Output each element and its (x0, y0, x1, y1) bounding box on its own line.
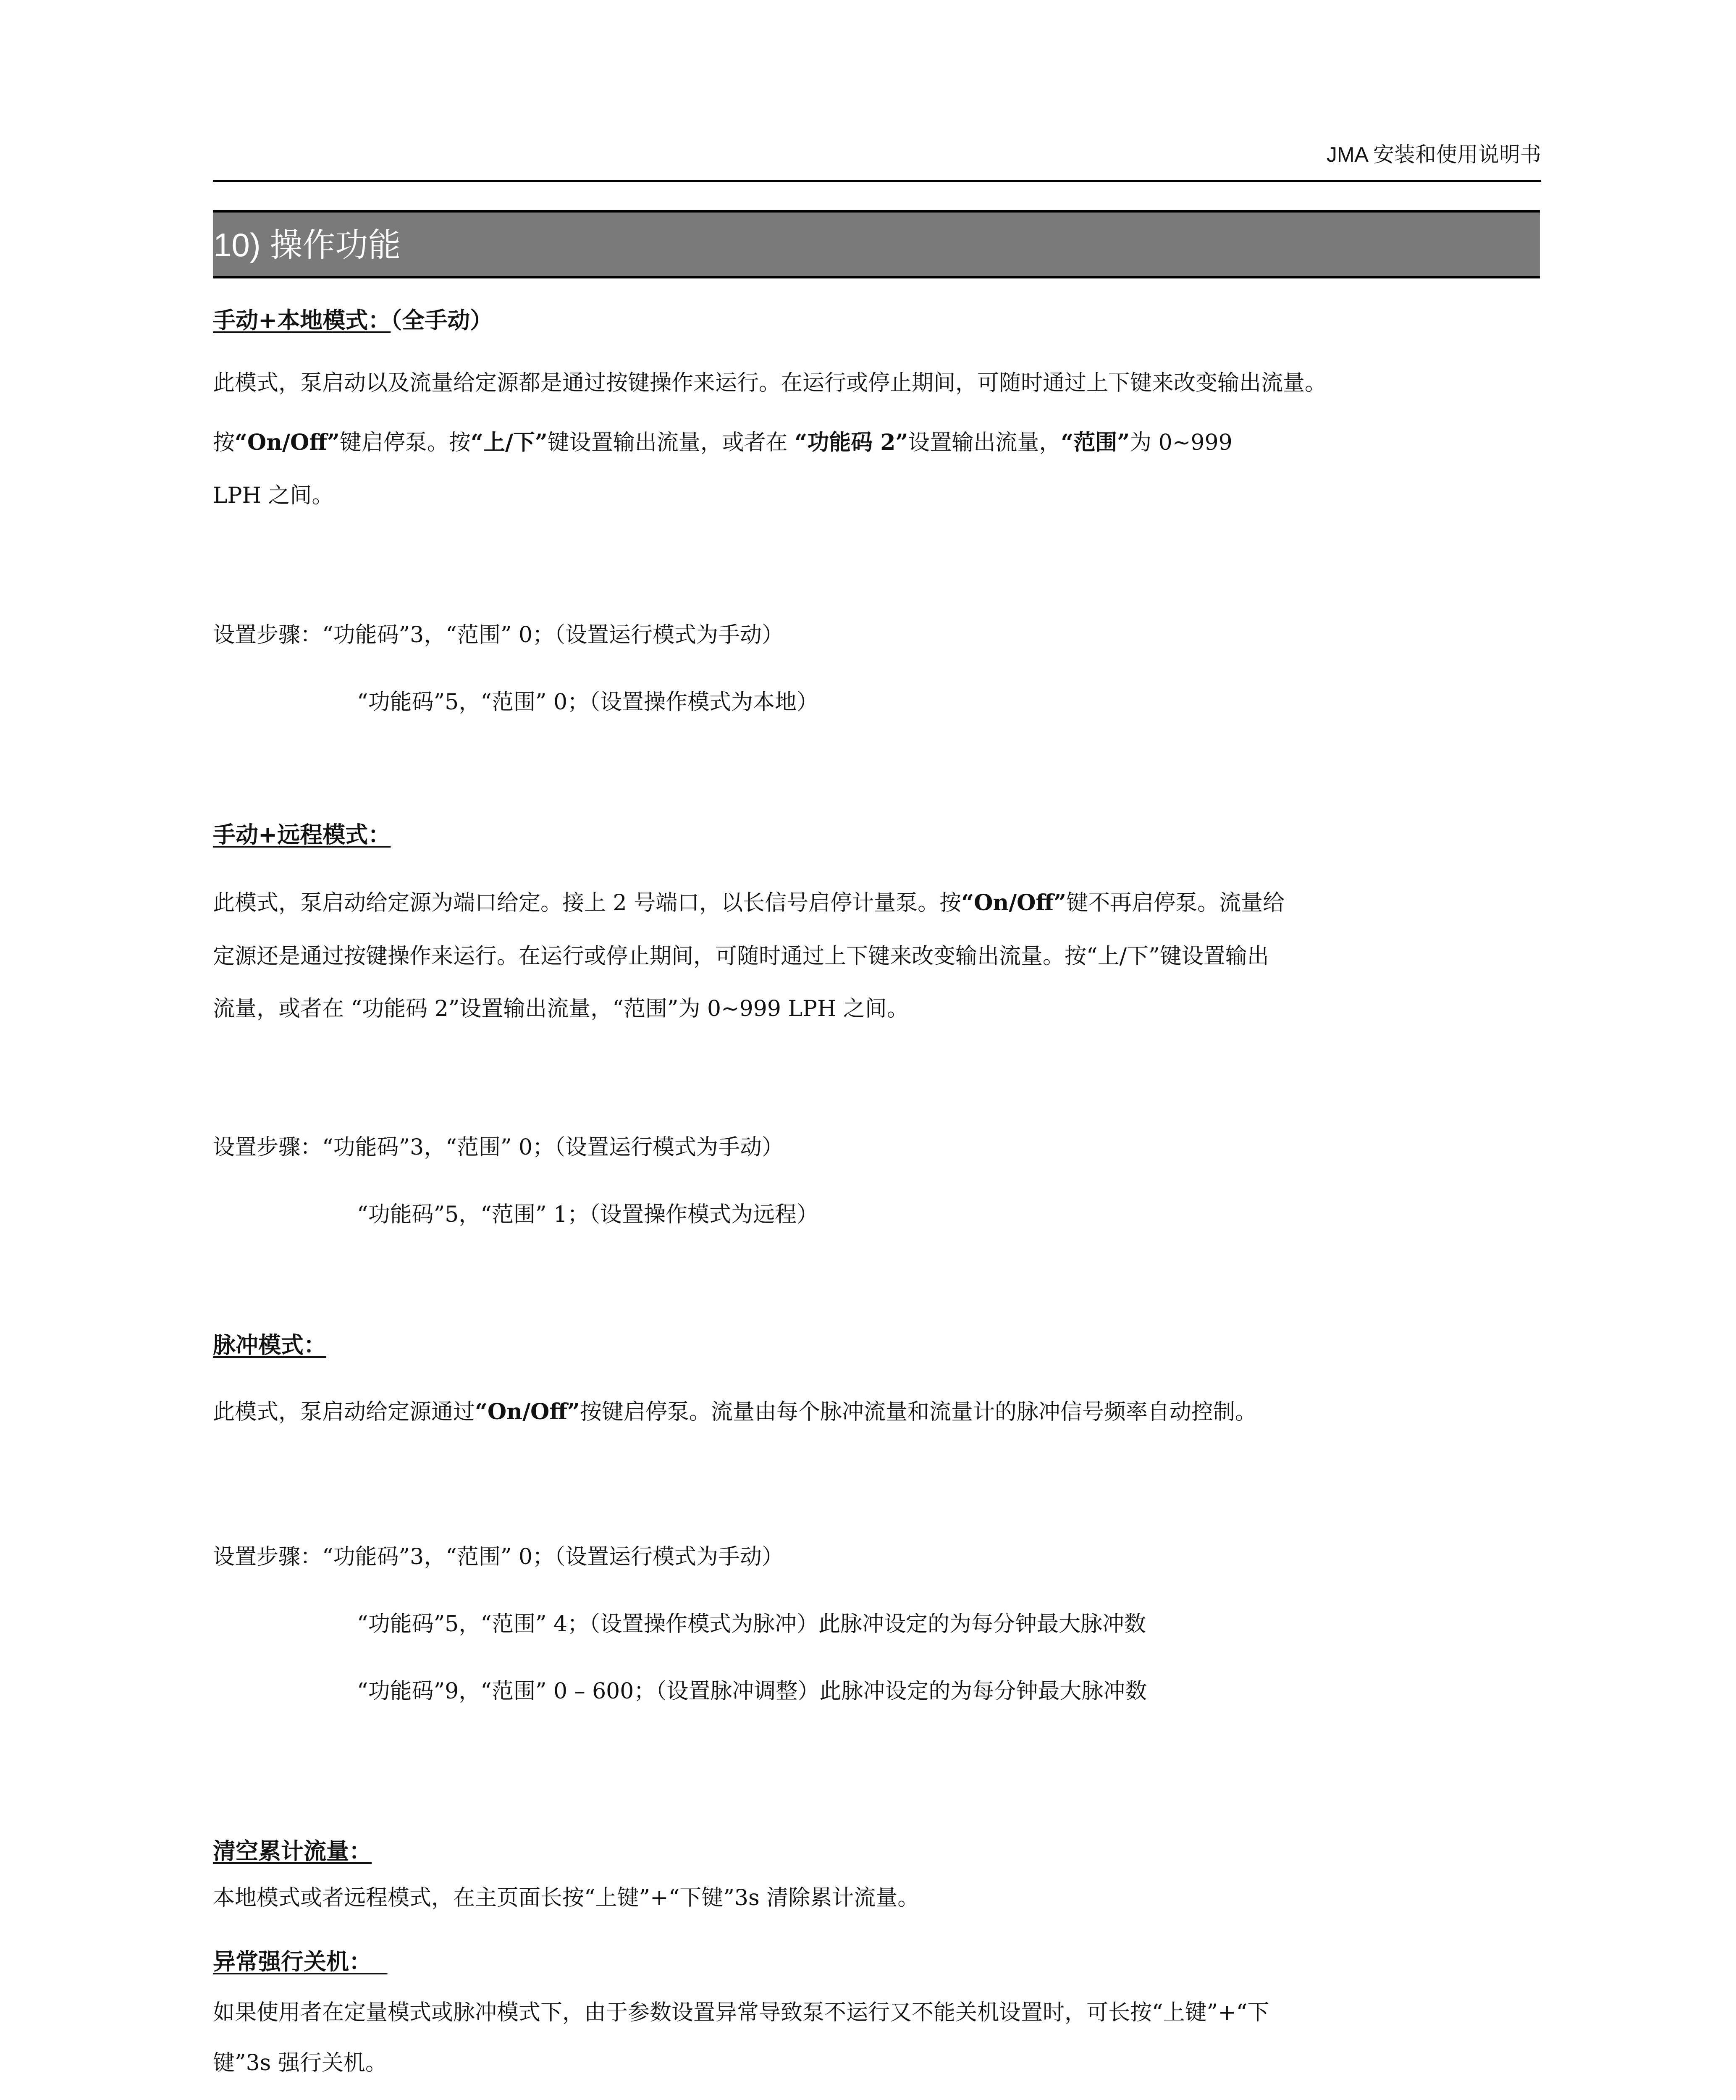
key-on-off: “On/Off” (235, 430, 340, 455)
pulse-step-1: 设置步骤：“功能码”3，“范围” 0；（设置运行模式为手动） (213, 1544, 784, 1570)
text-run: 此模式，泵启动给定源为端口给定。接上 2 号端口，以长信号启停计量泵。按 (213, 890, 962, 916)
range-label: “范围” (1061, 430, 1130, 455)
pulse-para-line-1 (213, 1399, 1257, 1425)
manual-remote-para-line-1 (213, 890, 1285, 916)
heading-pulse-label: 脉冲模式： (213, 1332, 326, 1358)
heading-clear-total (213, 1838, 372, 1865)
heading-clear-total-label: 清空累计流量： (213, 1838, 372, 1864)
section-title: 10) 操作功能 (213, 226, 401, 263)
manual-remote-para-line-3: 流量，或者在 “功能码 2”设置输出流量，“范围”为 0~999 LPH 之间。 (213, 996, 909, 1021)
force-off-para-line-2: 键”3s 强行关机。 (213, 2050, 387, 2076)
text-run: 设置输出流量， (908, 430, 1061, 455)
heading-force-off (213, 1948, 388, 1976)
text-run: 键启停泵。按 (339, 430, 471, 455)
manual-remote-para-line-2: 定源还是通过按键操作来运行。在运行或停止期间，可随时通过上下键来改变输出流量。按“上/下”键设置输出 (213, 944, 1269, 969)
text-run: 键设置输出流量，或者在 (547, 430, 795, 455)
key-on-off: “On/Off” (961, 890, 1067, 916)
manual-remote-step-2: “功能码”5，“范围” 1；（设置操作模式为远程） (357, 1202, 819, 1227)
heading-manual-local-note: （全手动） (391, 307, 493, 333)
manual-local-step-1: 设置步骤：“功能码”3，“范围” 0；（设置运行模式为手动） (213, 622, 784, 648)
text-run: 按键启停泵。流量由每个脉冲流量和流量计的脉冲信号频率自动控制。 (580, 1399, 1257, 1425)
manual-local-para-line-3: LPH 之间。 (213, 483, 334, 508)
heading-manual-remote (213, 821, 391, 849)
text-run: 键不再启停泵。流量给 (1066, 890, 1285, 916)
header-divider (213, 180, 1541, 182)
heading-force-off-label: 异常强行关机： (213, 1948, 372, 1975)
text-run: 为 0~999 (1130, 430, 1233, 455)
manual-local-step-2: “功能码”5，“范围” 0；（设置操作模式为本地） (357, 690, 819, 715)
heading-manual-local-label: 手动+本地模式： (213, 307, 391, 333)
text-run: 此模式，泵启动给定源通过 (213, 1399, 475, 1425)
key-up-down: “上/下” (470, 430, 548, 455)
manual-local-para-line-1: 此模式，泵启动以及流量给定源都是通过按键操作来运行。在运行或停止期间，可随时通过上下键来改变输出流量。 (213, 370, 1327, 396)
text-run: 按 (213, 430, 235, 455)
heading-manual-remote-label: 手动+远程模式： (213, 822, 391, 848)
heading-force-off-underline-tail (372, 1948, 388, 1975)
heading-manual-local (213, 307, 493, 334)
section-title-bar (213, 210, 1540, 278)
pulse-step-2: “功能码”5，“范围” 4；（设置操作模式为脉冲）此脉冲设定的为每分钟最大脉冲数 (357, 1612, 1146, 1637)
key-on-off: “On/Off” (475, 1399, 580, 1425)
function-code-2: “功能码 2” (795, 430, 908, 455)
force-off-para-line-1: 如果使用者在定量模式或脉冲模式下，由于参数设置异常导致泵不运行又不能关机设置时，可长按“上键”+“下 (213, 2000, 1269, 2025)
manual-remote-step-1: 设置步骤：“功能码”3，“范围” 0；（设置运行模式为手动） (213, 1135, 784, 1160)
heading-pulse (213, 1331, 326, 1359)
clear-total-para: 本地模式或者远程模式，在主页面长按“上键”+“下键”3s 清除累计流量。 (213, 1885, 920, 1911)
document-header-title: JMA 安装和使用说明书 (1326, 143, 1541, 166)
manual-local-para-line-2 (213, 429, 1233, 456)
pulse-step-3: “功能码”9，“范围” 0 – 600；（设置脉冲调整）此脉冲设定的为每分钟最大脉冲数 (357, 1679, 1147, 1704)
